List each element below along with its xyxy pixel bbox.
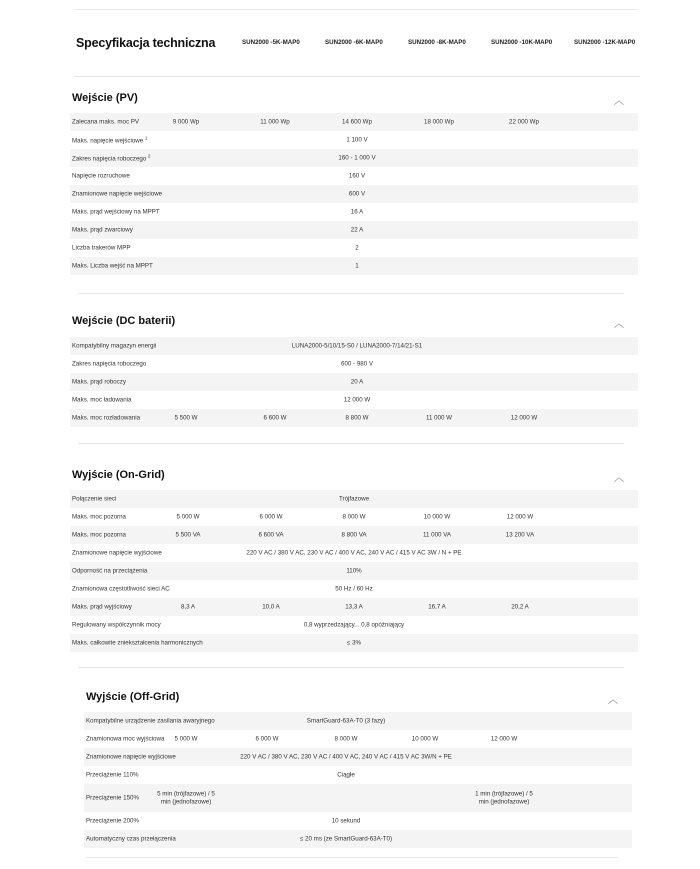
table-cell-merged: 1 [355, 262, 359, 270]
table-cell: 9 000 Wp [172, 118, 200, 126]
top-divider [74, 9, 638, 10]
row-label: Maks. moc pozorna [72, 531, 126, 539]
table-cell: 8 800 VA [341, 531, 367, 539]
chevron-up-icon[interactable]: ︿ [614, 96, 624, 107]
table-cell: 8 000 W [342, 513, 366, 521]
table-cell: 6 000 W [255, 735, 279, 743]
model-header-10k: SUN2000 -10K-MAP0 [491, 39, 553, 46]
model-header-12k: SUN2000 -12K-MAP0 [574, 39, 636, 46]
section-title-off-grid: Wyjście (Off-Grid) [86, 691, 180, 703]
table-cell: 10,0 A [262, 603, 280, 611]
table-row [70, 239, 638, 257]
row-label: Automatyczny czas przełączenia [86, 835, 176, 843]
row-label: Znamionowa moc wyjściowa [86, 735, 165, 743]
table-row [70, 391, 638, 409]
table-cell-merged: 22 A [350, 226, 364, 234]
section-divider [78, 443, 624, 444]
row-label: Maks. moc ładowania [72, 396, 132, 404]
table-cell-merged: 2 [355, 244, 359, 252]
table-cell-merged: ≤ 3% [346, 639, 362, 647]
row-label: Maks. prąd wyjściowy [72, 603, 132, 611]
table-cell: 11 000 Wp [260, 118, 290, 126]
row-label: Maks. moc rozładowania [72, 414, 141, 422]
table-row [70, 490, 638, 508]
table-row [84, 748, 632, 766]
table-pv [70, 113, 638, 275]
table-cell: 18 000 Wp [424, 118, 454, 126]
table-cell-merged: 20 A [350, 378, 364, 386]
row-label: Maks. prąd zwarciowy [72, 226, 133, 234]
row-label: Zakres napięcia roboczego [72, 360, 147, 368]
chevron-up-icon[interactable]: ︿ [614, 319, 624, 330]
row-label: Maks. prąd wejściowy na MPPT [72, 208, 160, 216]
table-cell-merged: 600 V [348, 190, 366, 198]
row-label: Maks. całkowite zniekształcenia harmonicznych [72, 639, 203, 647]
row-label: Regulowany współczynnik mocy [72, 621, 161, 629]
table-cell-merged: 12 000 W [343, 396, 371, 404]
table-row [70, 203, 638, 221]
table-cell: 6 000 W [259, 513, 283, 521]
table-row [70, 257, 638, 275]
table-row [84, 830, 632, 848]
row-label: Kompatybilne urządzenie zasilania awaryjnego [86, 717, 215, 725]
row-label: Maks. moc pozorna [72, 513, 126, 521]
table-cell-merged: Ciągłe [337, 771, 355, 779]
table-cell-merged: 110% [346, 567, 362, 575]
table-cell-merged: SmartGuard-63A-T0 (3 fazy) [306, 717, 386, 725]
row-label: Odporność na przeciążenia [72, 567, 148, 575]
table-row [70, 337, 638, 355]
row-label: Liczba trakerów MPP [72, 244, 131, 252]
table-cell-merged: 600 - 980 V [341, 360, 373, 368]
table-row [70, 508, 638, 526]
chevron-up-icon[interactable]: ︿ [608, 695, 618, 706]
model-header-8k: SUN2000 -8K-MAP0 [408, 39, 466, 46]
table-cell: 16,7 A [428, 603, 446, 611]
table-cell: 8,3 A [180, 603, 196, 611]
table-cell: 1 min (trójfazowe) / 5 min (jednofazowe) [475, 790, 533, 805]
model-header-5k: SUN2000 -5K-MAP0 [242, 39, 300, 46]
section-title-on-grid: Wyjście (On-Grid) [72, 469, 165, 481]
table-row [70, 526, 638, 544]
row-label: Znamionowe napięcie wejściowe [72, 190, 163, 198]
table-cell: 12 000 W [510, 414, 538, 422]
section-title-pv: Wejście (PV) [72, 92, 138, 104]
row-label: Maks. napięcie wejściowe $^1$ [72, 135, 148, 145]
row-label: Maks. prąd roboczy [72, 378, 126, 386]
table-cell: 11 000 VA [423, 531, 451, 539]
row-label: Kompatybilny magazyn energii [72, 342, 157, 350]
table-row [70, 598, 638, 616]
section-title-dc-battery: Wejście (DC baterii) [72, 315, 176, 327]
table-row [84, 712, 632, 730]
table-row [70, 221, 638, 239]
table-cell: 22 000 Wp [509, 118, 539, 126]
table-cell-merged: Trójfazowe [338, 495, 370, 503]
table-cell: 10 000 W [411, 735, 439, 743]
table-row [70, 634, 638, 652]
table-cell: 12 000 W [490, 735, 518, 743]
table-off-grid [84, 712, 632, 848]
table-cell: 14 600 Wp [342, 118, 372, 126]
row-label: Napięcie rozruchowe [72, 172, 130, 180]
row-label: Znamionowa częstotliwość sieci AC [72, 585, 170, 593]
table-cell-merged: LUNA2000-5/10/15-S0 / LUNA2000-7/14/21-S1 [291, 342, 423, 350]
row-label: Znamionowe napięcie wyjściowe [72, 549, 162, 557]
table-cell: 13 200 VA [505, 531, 535, 539]
table-cell-merged: 220 V AC / 380 V AC, 230 V AC / 400 V AC, 240 V AC / 415 V AC 3W/N + PE [240, 753, 452, 761]
table-cell-merged: 0,8 wyprzedzający... 0,8 opóźniający [303, 621, 405, 629]
footnote-marker[interactable]: 1 [144, 135, 148, 141]
table-cell: 5 000 W [174, 735, 198, 743]
footnote-marker[interactable]: 2 [148, 153, 151, 159]
table-row [84, 730, 632, 748]
model-header-6k: SUN2000 -6K-MAP0 [325, 39, 383, 46]
table-row [70, 185, 638, 203]
table-row [70, 409, 638, 427]
table-cell-merged: 10 sekund [331, 817, 361, 825]
table-cell: 8 800 W [345, 414, 369, 422]
table-row [70, 616, 638, 634]
table-dc-battery [70, 337, 638, 427]
table-cell: 12 000 W [506, 513, 534, 521]
section-divider [86, 857, 618, 858]
row-label: Zalecana maks. moc PV [72, 118, 140, 126]
table-row [70, 580, 638, 598]
row-label: Maks. Liczba wejść na MPPT [72, 262, 153, 270]
table-row [84, 812, 632, 830]
table-cell: 6 600 W [263, 414, 287, 422]
row-label: Przeciążenie 200% [86, 817, 139, 825]
table-cell: 5 500 W [174, 414, 198, 422]
table-cell: 5 min (trójfazowe) / 5 min (jednofazowe) [157, 790, 215, 805]
table-cell: 13,3 A [345, 603, 363, 611]
table-cell: 6 600 VA [258, 531, 284, 539]
table-row [84, 784, 632, 812]
row-label: Połączenie sieci [72, 495, 117, 503]
row-label: Przeciążenie 150% [86, 794, 139, 802]
table-cell-merged: 160 V [348, 172, 366, 180]
spec-header [76, 36, 646, 52]
table-cell-merged: 220 V AC / 380 V AC, 230 V AC / 400 V AC, 240 V AC / 415 V AC 3W / N + PE [246, 549, 462, 557]
page-title: Specyfikacja techniczna [76, 36, 216, 50]
row-label: Przeciążenie 110% [86, 771, 139, 779]
table-row [70, 149, 638, 167]
table-row [70, 544, 638, 562]
table-row [84, 766, 632, 784]
table-row [70, 355, 638, 373]
chevron-up-icon[interactable]: ︿ [614, 473, 624, 484]
row-label: Zakres napięcia roboczego $^2$ [72, 153, 151, 163]
header-divider [74, 76, 640, 77]
table-cell: 11 000 W [425, 414, 453, 422]
table-row [70, 562, 638, 580]
table-cell: 5 500 VA [175, 531, 201, 539]
table-cell: 5 000 W [176, 513, 200, 521]
table-cell: 20,2 A [511, 603, 529, 611]
table-row [70, 373, 638, 391]
table-cell-merged: 16 A [350, 208, 364, 216]
table-cell: 8 000 W [334, 735, 358, 743]
table-cell-merged: ≤ 20 ms (ze SmartGuard-63A-T0) [299, 835, 393, 843]
table-cell-merged: 1 100 V [346, 136, 368, 144]
table-row [70, 131, 638, 149]
section-divider [78, 293, 624, 294]
table-row [70, 167, 638, 185]
table-cell: 10 000 W [423, 513, 451, 521]
row-label: Znamionowe napięcie wyjściowe [86, 753, 176, 761]
table-row [70, 113, 638, 131]
table-on-grid [70, 490, 638, 652]
table-cell-merged: 160 - 1 000 V [338, 154, 376, 162]
section-divider [78, 667, 624, 668]
table-cell-merged: 50 Hz / 60 Hz [335, 585, 373, 593]
